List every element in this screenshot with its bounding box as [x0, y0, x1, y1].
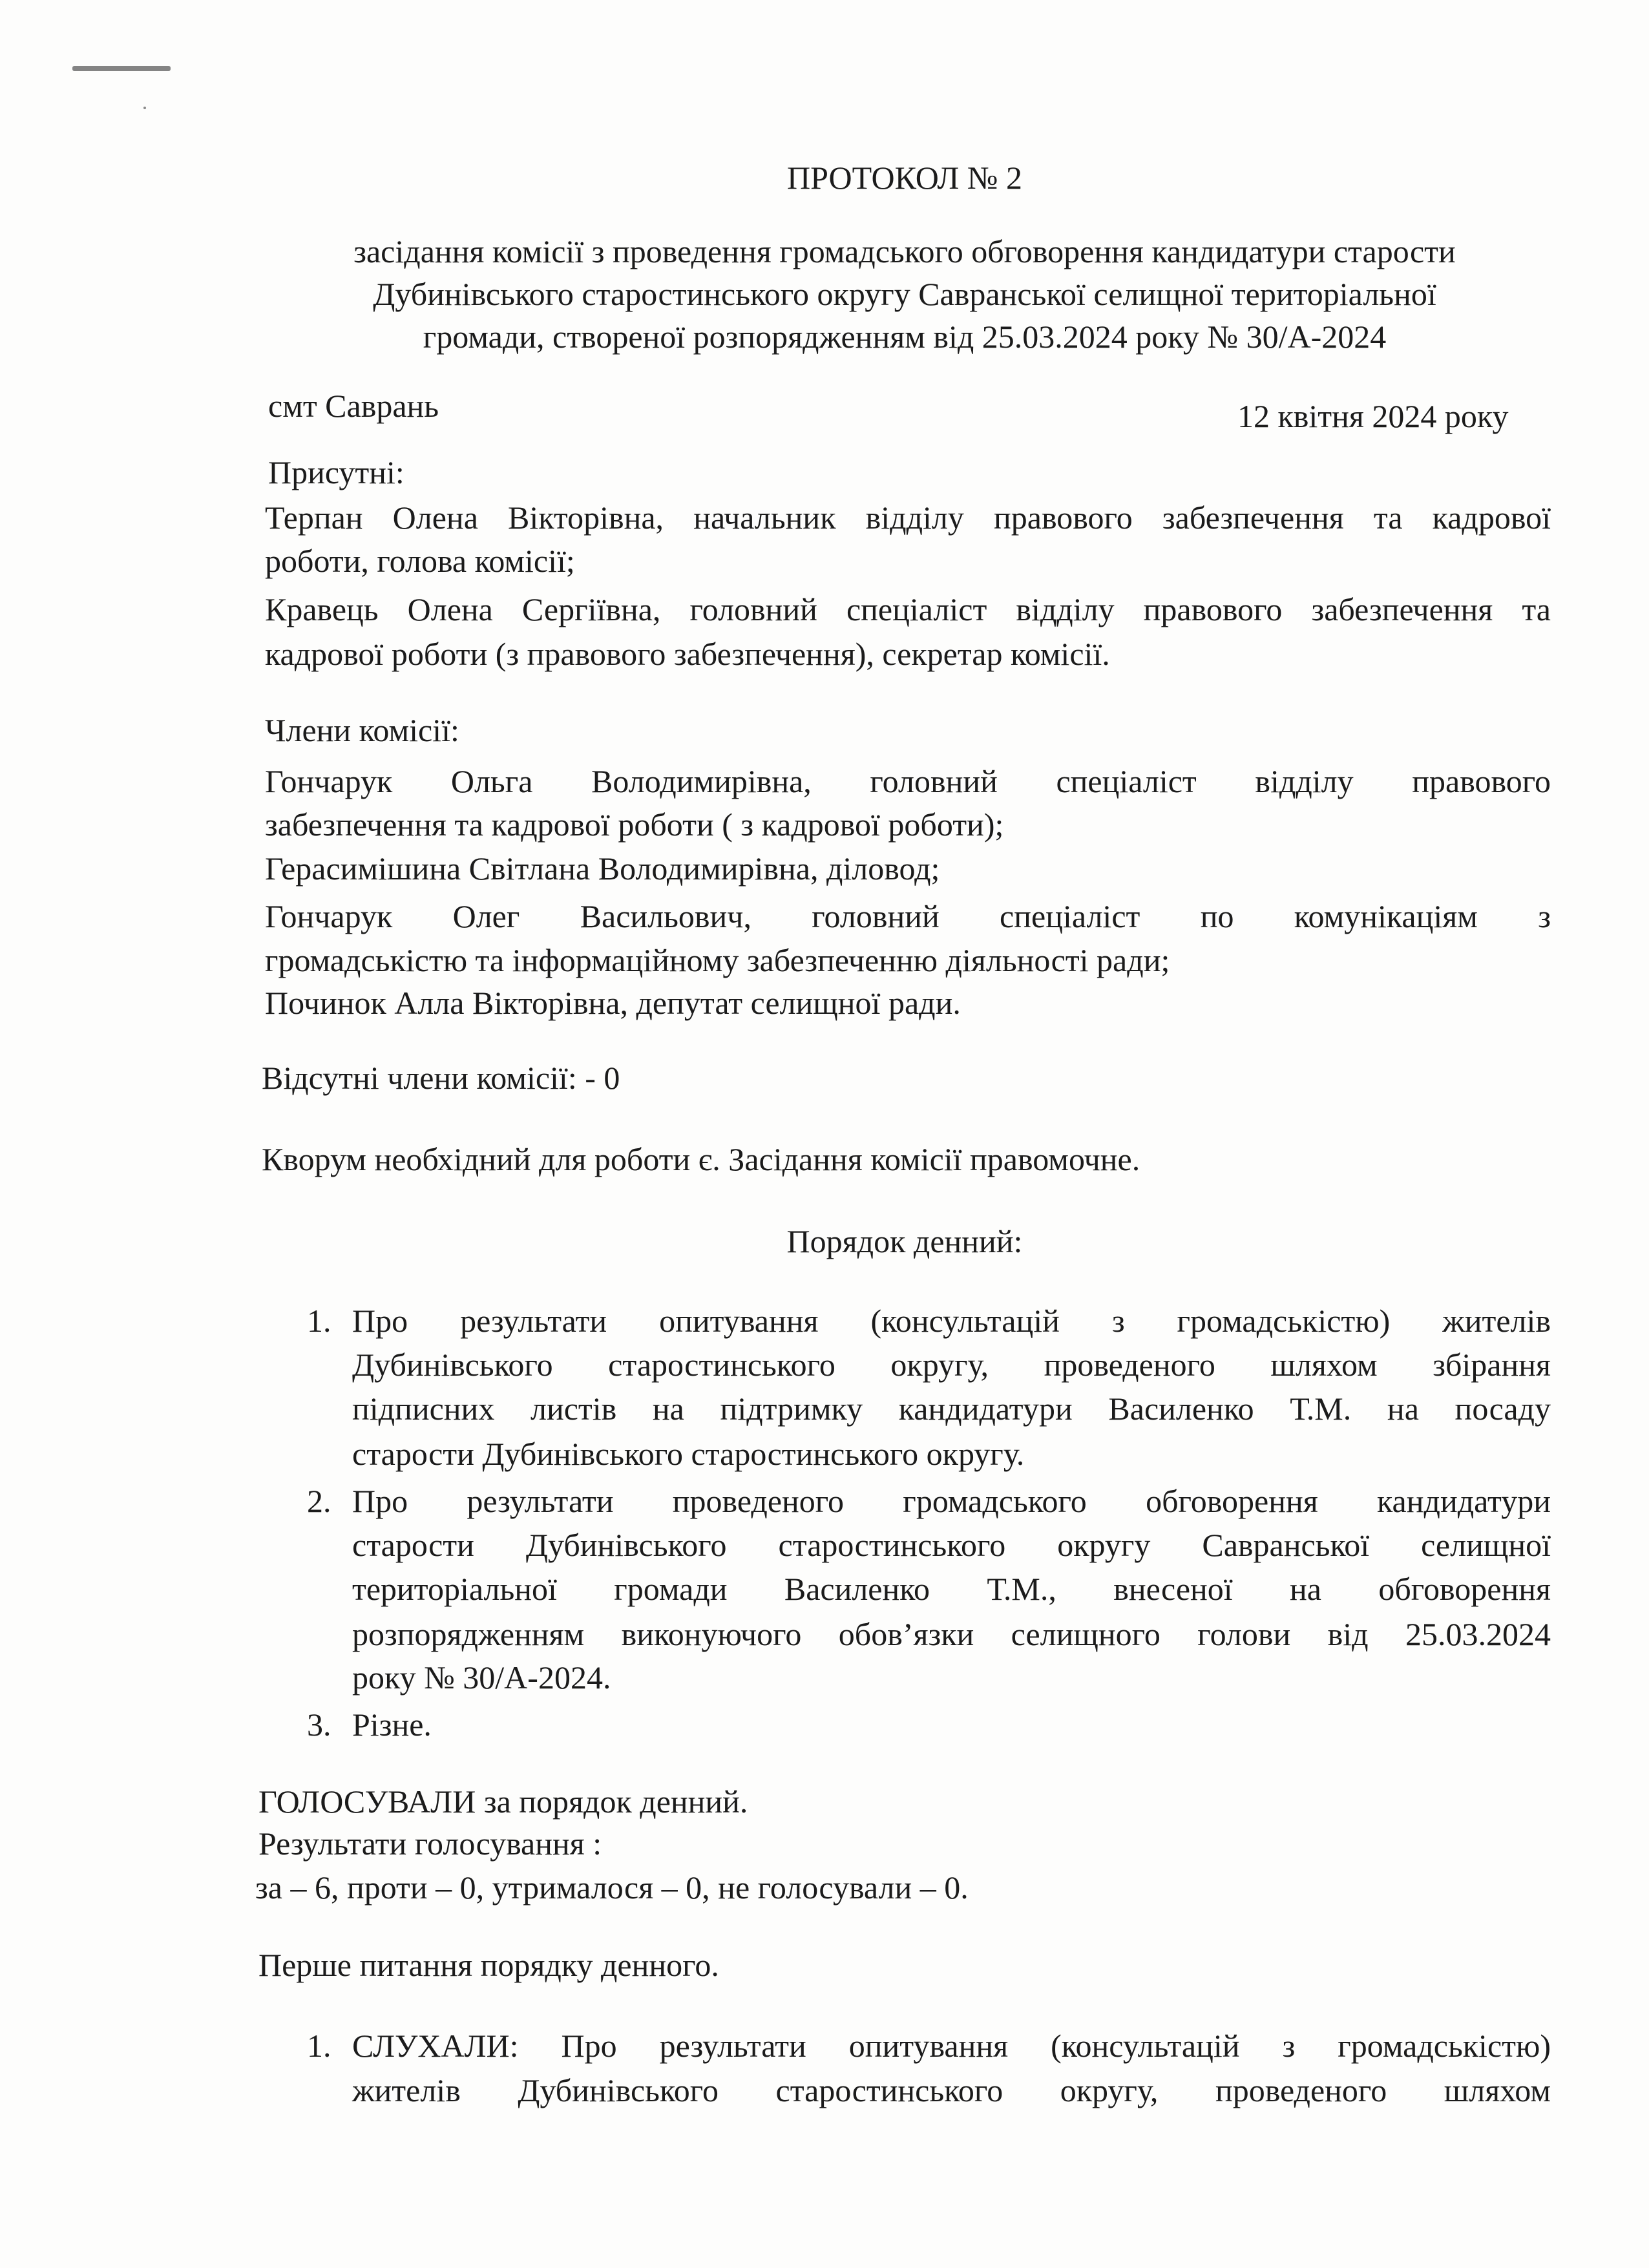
present-line-3: Кравець Олена Сергіївна, головний спеціаліст відділу правового забезпечення та: [265, 591, 1551, 627]
agenda-item-1-line-2: Дубинівського старостинського округу, проведеного шляхом збірання: [352, 1347, 1551, 1383]
members-line-5: громадськістю та інформаційному забезпеченню діяльності ради;: [265, 942, 1170, 978]
agenda-item-1-line-3: підписних листів на підтримку кандидатури Василенко Т.М. на посаду: [352, 1391, 1551, 1427]
present-heading: Присутні:: [268, 454, 404, 490]
members-line-3: Герасимішина Світлана Володимирівна, діловод;: [265, 850, 940, 887]
present-line-2: роботи, голова комісії;: [265, 543, 575, 579]
agenda-item-1-number: 1.: [307, 1303, 331, 1339]
agenda-item-1-line-1: Про результати опитування (консультацій з громадськістю) жителів: [352, 1303, 1551, 1339]
members-line-4: Гончарук Олег Васильович, головний спеціаліст по комунікаціям з: [265, 898, 1551, 934]
agenda-item-2-line-5: року № 30/А-2024.: [352, 1659, 611, 1696]
members-line-6: Починок Алла Вікторівна, депутат селищної ради.: [265, 985, 961, 1021]
vote-results: за – 6, проти – 0, утрималося – 0, не голосували – 0.: [255, 1869, 969, 1906]
first-question-heading: Перше питання порядку денного.: [258, 1947, 719, 1983]
agenda-item-3-line-1: Різне.: [352, 1706, 432, 1743]
members-line-2: забезпечення та кадрової роботи ( з кадрової роботи);: [265, 806, 1004, 843]
subtitle-line-2: Дубинівського старостинського округу Савранської селищної територіальної: [373, 276, 1436, 312]
present-line-4: кадрової роботи (з правового забезпечення), секретар комісії.: [265, 636, 1110, 672]
present-line-1: Терпан Олена Вікторівна, начальник відділу правового забезпечення та кадрової: [265, 499, 1551, 536]
first-question-line-1: СЛУХАЛИ: Про результати опитування (консультацій з громадськістю): [352, 2028, 1551, 2064]
agenda-item-2-line-2: старости Дубинівського старостинського округу Савранської селищної: [352, 1527, 1551, 1563]
members-line-1: Гончарук Ольга Володимирівна, головний спеціаліст відділу правового: [265, 763, 1551, 799]
scan-artifact-dot: [143, 107, 146, 109]
first-question-number: 1.: [307, 2028, 331, 2064]
agenda-item-1-line-4: старости Дубинівського старостинського округу.: [352, 1436, 1025, 1472]
absent-members: Відсутні члени комісії: - 0: [262, 1060, 620, 1096]
members-heading: Члени комісії:: [265, 712, 459, 748]
agenda-item-2-number: 2.: [307, 1483, 331, 1519]
agenda-heading: Порядок денний:: [786, 1223, 1023, 1259]
subtitle-line-3: громади, створеної розпорядженням від 25.03.2024 року № 30/А-2024: [423, 319, 1387, 355]
agenda-item-2-line-4: розпорядженням виконуючого обов’язки селищного голови від 25.03.2024: [352, 1616, 1551, 1652]
protocol-title: ПРОТОКОЛ № 2: [787, 160, 1022, 196]
date: 12 квітня 2024 року: [1237, 398, 1509, 434]
agenda-item-2-line-1: Про результати проведеного громадського обговорення кандидатури: [352, 1483, 1551, 1519]
scan-artifact-mark: [72, 66, 171, 71]
agenda-item-3-number: 3.: [307, 1706, 331, 1743]
place: смт Саврань: [268, 388, 439, 424]
vote-results-label: Результати голосування :: [258, 1825, 602, 1862]
vote-heading: ГОЛОСУВАЛИ за порядок денний.: [258, 1783, 748, 1820]
first-question-line-2: жителів Дубинівського старостинського округу, проведеного шляхом: [352, 2072, 1551, 2108]
quorum-statement: Кворум необхідний для роботи є. Засідання комісії правомочне.: [262, 1141, 1140, 1177]
agenda-item-2-line-3: територіальної громади Василенко Т.М., внесеної на обговорення: [352, 1571, 1551, 1607]
subtitle-line-1: засідання комісії з проведення громадського обговорення кандидатури старости: [353, 233, 1456, 269]
